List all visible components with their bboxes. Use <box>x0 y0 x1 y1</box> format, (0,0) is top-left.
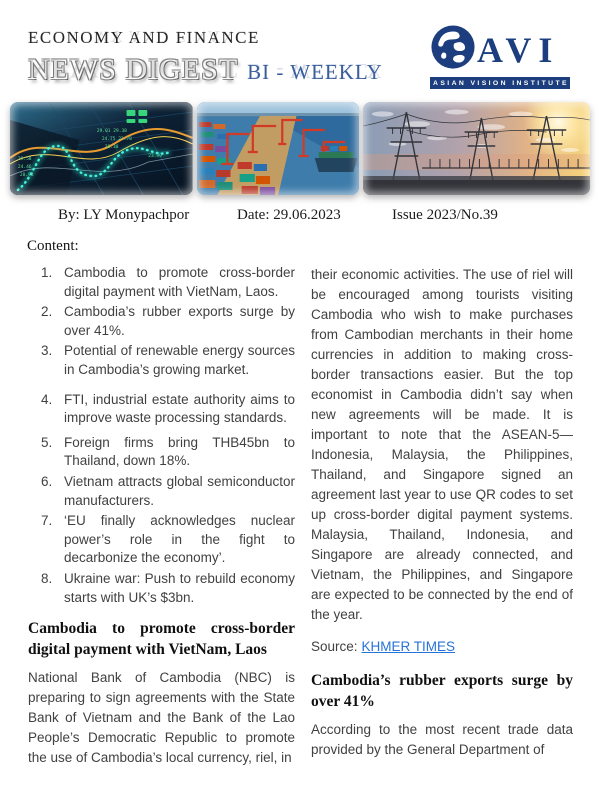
author-label: By: LY Monypachpor <box>58 207 190 223</box>
power-grid-photo <box>363 102 590 195</box>
avi-logo-top <box>430 24 570 75</box>
toc-item-1: Cambodia to promote cross-border digital payment with VietNam, Laos. <box>64 265 295 299</box>
page-subtitle: BI - WEEKLY BI - WEEKLY <box>247 60 383 85</box>
svg-text:24.75 23.78: 24.75 23.78 <box>101 136 132 143</box>
svg-text:29.58: 29.58 <box>17 156 32 163</box>
svg-text:23.99: 23.99 <box>148 153 162 160</box>
byline <box>0 207 600 227</box>
shipping-port-photo <box>197 102 359 195</box>
masthead <box>0 0 600 87</box>
article-1-body-right: their economic activities. The use of riel will be encouraged among tourists visiting Cambodia who wish to make purchases from Cambodian merchants in their home currencies in addition to making cross-border transactions easier. But the top economist in Cambodia didn’t say when new agreements will be made. It is important to note that the ASEAN-5—Indonesia, Malaysia, the Philippines, Thailand, and Singapore signed an agreement last year to use QR codes to set up cross-border digital payment systems. Malaysia, Thailand, Indonesia, and Singapore are already connected, and Vietnam, the Philippines, and Singapore are expected to be connected by the end of the year. <box>311 267 573 622</box>
svg-text:28.30: 28.30 <box>104 144 119 151</box>
svg-text:24.46: 24.46 <box>17 164 32 171</box>
toc-item-8: Ukraine war: Push to rebuild economy starts with UK’s $3bn. <box>64 570 295 605</box>
source-link[interactable]: KHMER TIMES <box>361 639 456 654</box>
left-column <box>28 264 295 768</box>
avi-logo <box>430 24 570 89</box>
toc-item-3: Potential of renewable energy sources in Cambodia’s growing market. <box>64 343 295 377</box>
logo-institute-name: ASIAN VISION INSTITUTE <box>430 77 570 89</box>
table-of-contents <box>28 264 295 607</box>
article-2-heading: Cambodia’s rubber exports surge by over 41% <box>311 672 573 710</box>
article-1-heading: Cambodia to promote cross-border digital payment with VietNam, Laos <box>28 620 295 659</box>
stock-market-chart-photo <box>10 102 193 195</box>
svg-text:28.98: 28.98 <box>19 172 34 179</box>
toc-item-4: FTI, industrial estate authority aims to improve waste processing standards. <box>64 391 295 426</box>
article-2-body: According to the most recent trade data provided by the General Department of <box>311 722 573 757</box>
article-1-body-left: National Bank of Cambodia (NBC) is preparing to sign agreements with the State Bank of Vietnam and the Bank of the Lao People’s Democratic Republic to promote the use of Cambodia’s local currency, riel, in <box>28 670 295 766</box>
svg-text:29.01 29.38: 29.01 29.38 <box>96 128 127 135</box>
toc-item-6: Vietnam attracts global semiconductor manufacturers. <box>64 473 295 508</box>
source-line <box>311 639 573 654</box>
banner-strip <box>0 102 600 195</box>
date-label: Date: 29.06.2023 <box>237 207 341 223</box>
content-label: Content: <box>27 238 79 254</box>
article-columns <box>0 255 600 768</box>
right-column <box>311 264 573 768</box>
toc-item-7: ‘EU finally acknowledges nuclear power’s role in the fight to decarbonize the economy’. <box>64 513 295 566</box>
category-title: ECONOMY AND FINANCE ECONOMY AND FINANCE <box>28 28 260 48</box>
logo-acronym: AVI <box>477 29 560 70</box>
page-title: NEWS DIGEST NEWS DIGEST <box>28 53 238 87</box>
source-label: Source: <box>311 639 358 654</box>
issue-label: Issue 2023/No.39 <box>392 207 498 223</box>
toc-item-5: Foreign firms bring THB45bn to Thailand, down 18%. <box>64 434 295 469</box>
toc-item-2: Cambodia’s rubber exports surge by over 41%. <box>64 304 295 338</box>
globe-icon <box>430 24 476 75</box>
